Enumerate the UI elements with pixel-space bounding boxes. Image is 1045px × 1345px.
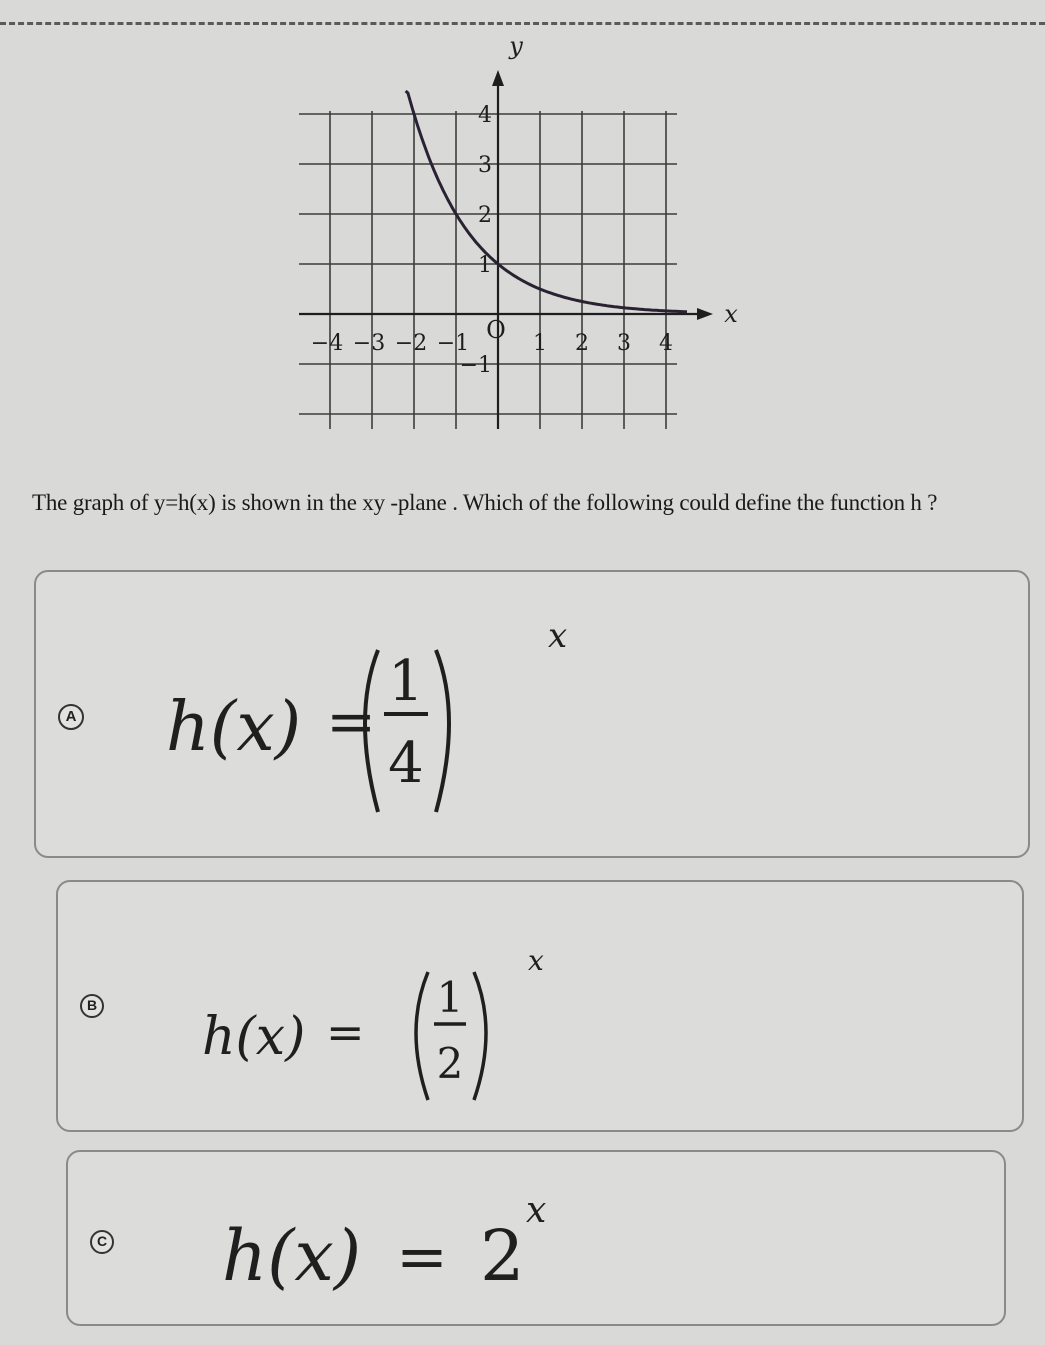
question-text: The graph of y=h(x) is shown in the xy -plane . Which of the following could define the function h ?	[32, 490, 938, 515]
formula-b-denominator: 2	[436, 1039, 464, 1088]
answer-choice-b[interactable]	[56, 880, 1024, 1132]
formula-a-exponent: x	[548, 616, 568, 656]
answer-choice-c[interactable]	[66, 1150, 1006, 1326]
tick-labels	[311, 32, 738, 378]
formula-c-exponent: x	[526, 1190, 547, 1231]
x-axis-arrow	[697, 308, 713, 320]
formula-a	[156, 592, 636, 842]
function-graph	[310, 30, 760, 450]
x-tick-label: 4	[659, 331, 673, 356]
formula-a-right-paren	[436, 650, 449, 812]
formula-b-lhs: h(x)	[202, 1007, 306, 1067]
choice-letter-c: C	[90, 1230, 114, 1254]
formula-c-equals: =	[396, 1220, 448, 1293]
x-tick-label: −1	[436, 331, 470, 356]
answer-choice-a[interactable]	[34, 570, 1030, 858]
x-tick-label: −4	[310, 331, 344, 356]
origin-label: O	[486, 316, 506, 344]
formula-b	[198, 902, 598, 1122]
x-tick-label: −3	[352, 331, 386, 356]
x-tick-label: 3	[617, 331, 631, 356]
dashed-divider	[0, 22, 1045, 25]
formula-b-right-paren	[474, 972, 486, 1100]
choice-letter-a: A	[58, 704, 84, 730]
y-tick-label: −1	[459, 353, 492, 378]
formula-b-equals: =	[326, 1005, 365, 1059]
choice-letter-b: B	[80, 994, 104, 1018]
formula-b-exponent: x	[528, 944, 544, 977]
curve-layer	[406, 91, 687, 312]
y-tick-label: 3	[478, 153, 492, 178]
y-tick-label: 1	[478, 253, 492, 278]
y-axis-arrow	[492, 70, 504, 86]
formula-c-base: 2	[480, 1215, 525, 1297]
y-axis-label: y	[509, 32, 523, 60]
formula-c-lhs: h(x)	[222, 1215, 362, 1297]
y-tick-label: 4	[478, 103, 492, 128]
x-tick-label: 1	[533, 331, 547, 356]
formula-a-lhs: h(x)	[166, 688, 302, 767]
x-axis-label: x	[724, 300, 738, 328]
x-tick-label: −2	[394, 331, 428, 356]
formula-a-numerator: 1	[388, 649, 424, 714]
axes	[299, 70, 713, 429]
graph-svg	[310, 30, 760, 450]
function-curve	[406, 91, 687, 312]
y-tick-label: 2	[478, 203, 492, 228]
formula-c	[218, 1160, 638, 1320]
formula-b-numerator: 1	[436, 973, 464, 1022]
x-tick-label: 2	[575, 331, 589, 356]
formula-a-denominator: 4	[388, 731, 424, 796]
formula-a-equals: =	[326, 687, 377, 757]
formula-b-left-paren	[416, 972, 428, 1100]
